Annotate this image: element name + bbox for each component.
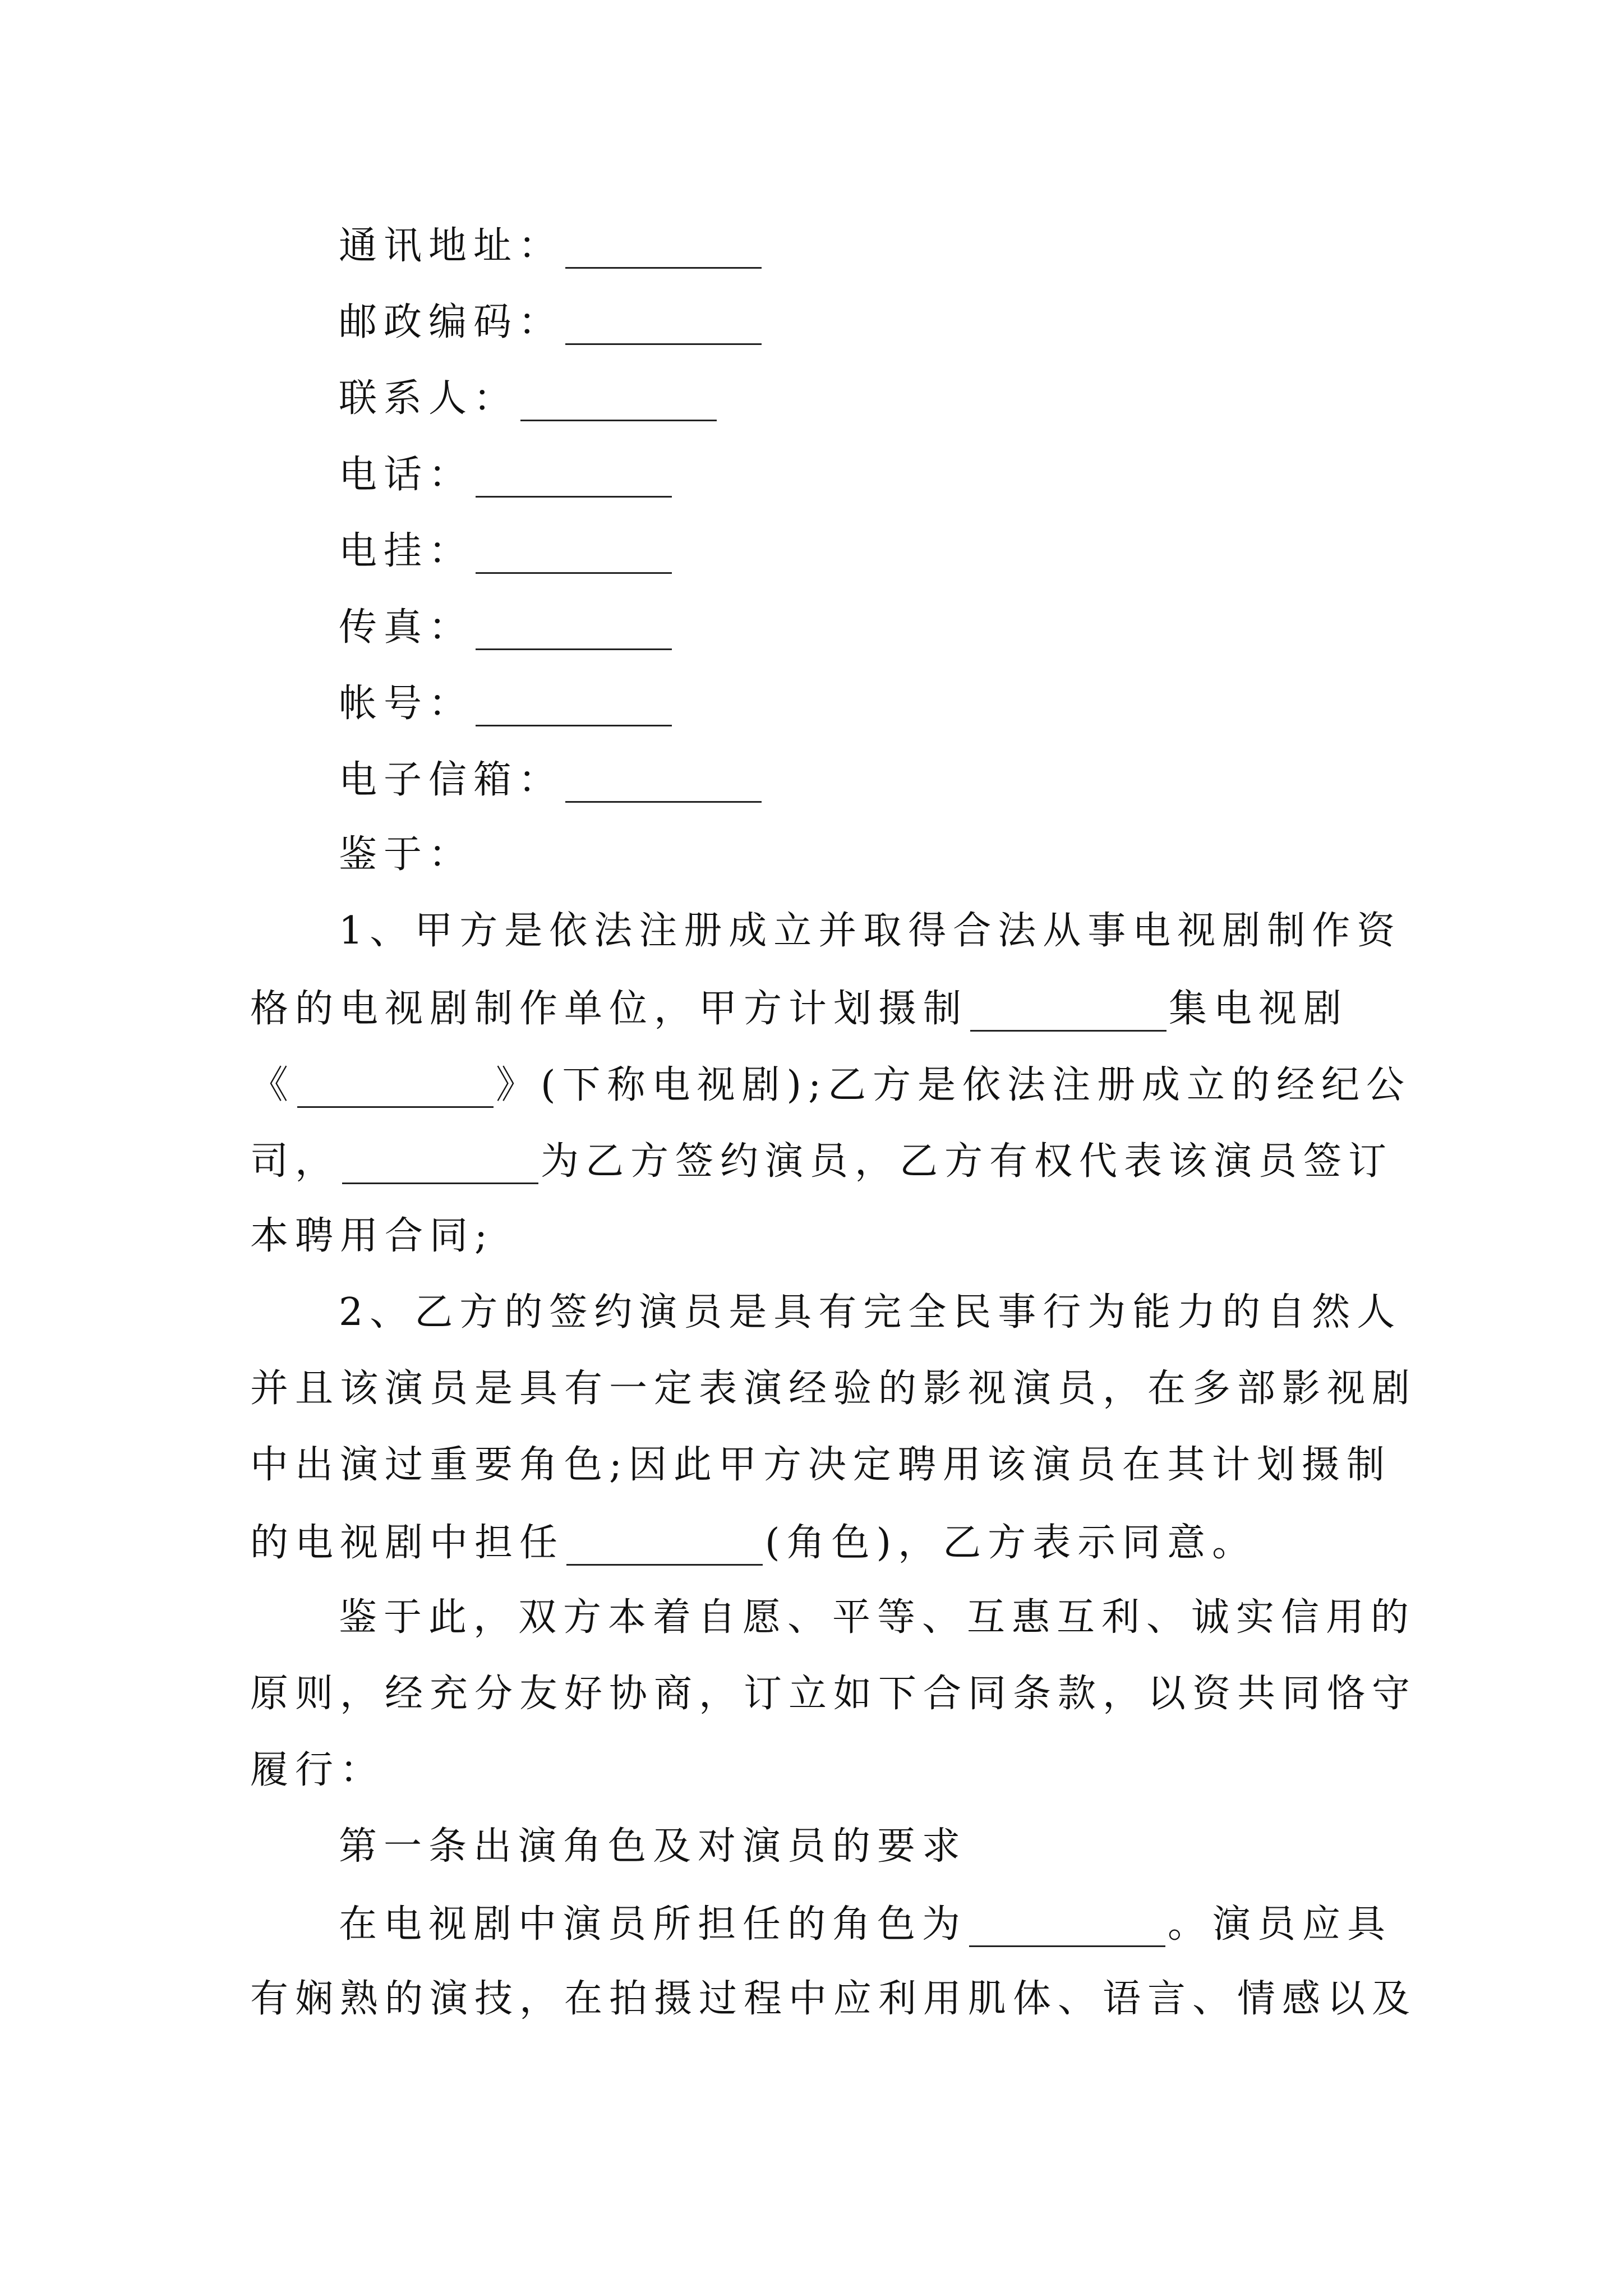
clause2-line4 <box>250 1519 1257 1566</box>
intro-line1: 鉴于此，双方本着自愿、平等、互惠互利、诚实信用的 <box>339 1595 1416 1640</box>
clause1-line3 <box>250 1061 1411 1108</box>
blank-line <box>520 375 717 421</box>
clause1-line2 <box>250 985 1348 1032</box>
blank-line <box>476 680 672 726</box>
blank-line <box>342 1138 538 1184</box>
text-segment: 格的电视剧制作单位，甲方计划摄制 <box>250 987 969 1031</box>
blank-line <box>565 298 762 345</box>
blank-line <box>566 1519 763 1566</box>
field-label: 联系人： <box>339 376 519 421</box>
field-label: 通讯地址： <box>339 224 564 268</box>
whereas-heading: 鉴于： <box>339 832 474 877</box>
blank-line <box>476 604 672 650</box>
field-email <box>339 756 764 803</box>
clause2-line3: 中出演过重要角色;因此甲方决定聘用该演员在其计划摄制 <box>250 1443 1391 1487</box>
text-segment: (角色)，乙方表示同意。 <box>765 1521 1257 1565</box>
text-segment: 的电视剧中担任 <box>250 1521 565 1565</box>
blank-line <box>970 985 1166 1032</box>
text-segment: 为乙方签约演员，乙方有权代表该演员签订 <box>541 1139 1394 1184</box>
blank-line <box>565 756 762 803</box>
intro-line3: 履行： <box>250 1748 385 1792</box>
article1-line2: 有娴熟的演技，在拍摄过程中应利用肌体、语言、情感以及 <box>250 1977 1417 2021</box>
field-contact <box>339 375 719 421</box>
field-account <box>339 680 674 726</box>
field-label: 电挂： <box>339 529 474 573</box>
text-segment: 在电视剧中演员所担任的角色为 <box>339 1902 967 1947</box>
text-segment: 《 <box>250 1063 296 1107</box>
blank-line <box>297 1061 494 1108</box>
intro-line2: 原则，经充分友好协商，订立如下合同条款，以资共同恪守 <box>250 1672 1417 1716</box>
text-segment: 集电视剧 <box>1169 987 1349 1031</box>
clause2-line1: 2、乙方的签约演员是具有完全民事行为能力的自然人 <box>339 1290 1402 1335</box>
field-label: 帐号： <box>339 682 474 726</box>
blank-line <box>565 222 762 269</box>
article1-title: 第一条出演角色及对演员的要求 <box>339 1824 967 1869</box>
field-fax <box>339 604 674 650</box>
field-label: 邮政编码： <box>339 300 564 344</box>
text-segment: 司， <box>250 1139 340 1184</box>
field-postcode <box>339 298 764 345</box>
field-phone <box>339 451 674 498</box>
field-label: 电子信箱： <box>339 758 564 802</box>
blank-line <box>969 1901 1165 1947</box>
article1-line1 <box>339 1901 1392 1947</box>
field-label: 电话： <box>339 453 474 497</box>
field-label: 传真： <box>339 605 474 650</box>
clause2-line2: 并且该演员是具有一定表演经验的影视演员，在多部影视剧 <box>250 1366 1417 1411</box>
text-segment: 》(下称电视剧);乙方是依法注册成立的经纪公 <box>496 1063 1411 1107</box>
blank-line <box>476 451 672 498</box>
clause1-line5: 本聘用合同; <box>250 1214 494 1258</box>
text-segment: 。演员应具 <box>1168 1902 1393 1947</box>
clause1-line1: 1、甲方是依法注册成立并取得合法从事电视剧制作资 <box>339 909 1402 953</box>
field-address <box>339 222 764 269</box>
field-telegraph <box>339 527 674 574</box>
blank-line <box>476 527 672 574</box>
clause1-line4 <box>250 1138 1393 1184</box>
